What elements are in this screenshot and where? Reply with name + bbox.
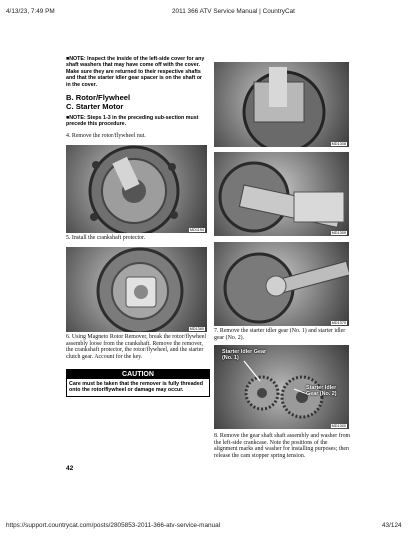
photo-puller [214,152,349,236]
photo-code: MD1309 [331,231,346,235]
step-6: 6. Using Magneto Rotor Remover, break the rotor/flywheel assembly loose from the crankshaft. Remove the remover, the crankshaft protector, the rotor/flywheel, and the starter clutch gear. Account for the key. [66,334,206,361]
photo-puller-art [214,152,349,236]
photo-wrench-art [214,242,349,326]
print-datetime: 4/13/23, 7:49 PM [6,8,55,15]
photo-remover [214,62,349,147]
photo-idler-gears [214,345,349,429]
heading-rotor-flywheel: B. Rotor/Flywheel [66,93,131,102]
photo-code: MD1300 [331,424,346,428]
note-steps-precede: ■NOTE: Steps 1-3 in the preceding sub-section must precede this procedure. [66,115,199,128]
photo-crankshaft-protector-art [66,247,207,332]
page-number: 42 [66,465,74,472]
step-8: 8. Remove the gear shaft shaft assembly and washer from the left-side crankcase. Note the positions of the alignment marks and washer for installing purposes; then release the cam stopper spring tension. [214,433,351,460]
step-5: 5. Install the crankshaft protector. [66,235,146,241]
photo-remover-art [214,62,349,147]
print-page-count: 43/124 [382,522,402,529]
photo-flywheel-nut-art [66,145,207,233]
photo-code: MD1370 [331,321,346,325]
print-url: https://support.countrycat.com/posts/2805853-2011-366-atv-service-manual [6,522,221,529]
callout-idler-gear-1: Starter Idler Gear (No. 1) [222,349,267,361]
print-page-title: 2011 366 ATV Service Manual | CountryCat [172,8,295,15]
photo-code: MD1194 [189,228,204,232]
step-4: 4. Remove the rotor/flywheel nut. [66,133,146,139]
note-inspect-cover: ■NOTE: Inspect the inside of the left-side cover for any shaft washers that may have come off with the cover. Make sure they are returned to their respective shafts and that the starter idler gear spacer is on the shaft or in the cover. [66,56,205,88]
photo-crankshaft-protector [66,247,207,332]
caution-box [66,369,210,397]
heading-starter-motor: C. Starter Motor [66,102,124,111]
caution-title: CAUTION [67,370,209,379]
photo-code: MD1308 [331,142,346,146]
photo-flywheel-nut [66,145,207,233]
callout-idler-gear-2: Starter Idler Gear (No. 2) [306,385,337,397]
caution-text: Care must be taken that the remover is fully threaded onto the rotor/flywheel or damage may occur. [69,381,203,394]
step-7: 7. Remove the starter idler gear (No. 1) and starter idler gear (No. 2). [214,328,346,341]
photo-wrench [214,242,349,326]
photo-code: MD1365 [189,327,204,331]
